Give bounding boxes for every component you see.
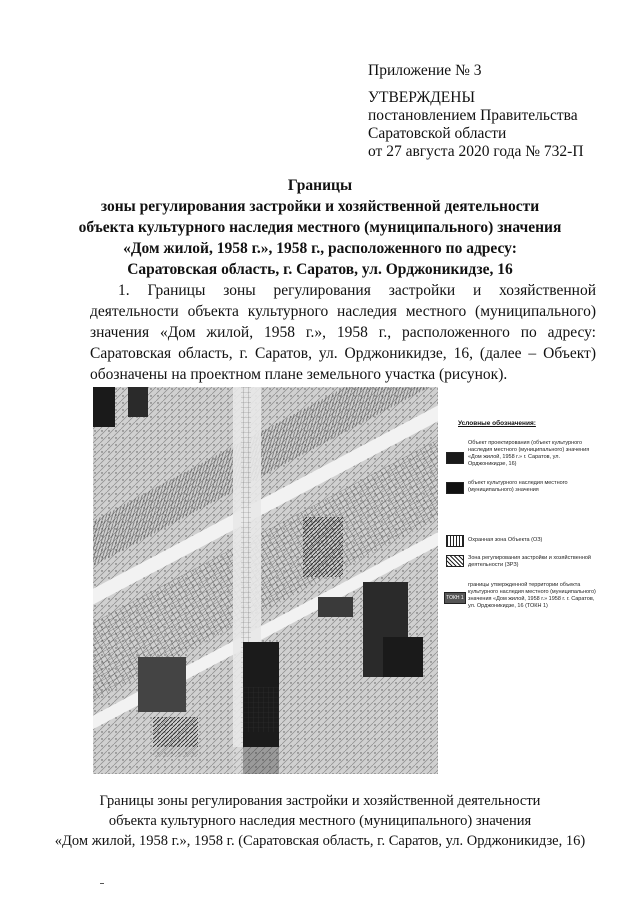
title-line-3: объекта культурного наследия местного (муниципального) значения (78, 219, 562, 236)
title-line-2: зоны регулирования застройки и хозяйственной деятельности (100, 198, 540, 215)
legend-text-regulation-zone: Зона регулирования застройки и хозяйственной деятельности (ЗРЗ) (468, 555, 591, 568)
legend-symbol-object (446, 452, 464, 464)
legend-text-heritage: объект культурного наследия местного (муниципального) значения (468, 480, 568, 493)
paragraph-line-4: Саратовская область, г. Саратов, ул. Орджоникидзе, 16, (далее – Объект) (90, 345, 596, 362)
legend-text-object: Объект проектирования (объект культурного наследия местного (муниципального) значения «Дом жилой, 1958 г.» г. Саратов, ул. Орджоникидзе, 16) (468, 440, 590, 467)
paragraph-line-5: обозначены на проектном плане земельного участка (рисунок). (90, 366, 508, 383)
title-line-5: Саратовская область, г. Саратов, ул. Орджоникидзе, 16 (127, 261, 513, 278)
decree-line-1: постановлением Правительства (368, 107, 578, 124)
legend-badge-tokn: ТОКН 1 (444, 592, 466, 604)
paragraph-line-3: значения «Дом жилой, 1958 г.», 1958 г., расположенного по адресу: (90, 324, 596, 341)
legend-title: Условные обозначения: (458, 420, 536, 427)
paragraph-line-1: 1. Границы зоны регулирования застройки и хозяйственной (118, 282, 596, 299)
title-line-4: «Дом жилой, 1958 г.», 1958 г., расположенного по адресу: (123, 240, 517, 257)
map-drawing (93, 387, 438, 774)
approved-label: УТВЕРЖДЕНЫ (368, 89, 475, 106)
decree-line-2: Саратовской области (368, 125, 507, 142)
legend-text-territory: границы утвержденной территории объекта культурного наследия местного (муниципального) значения «Дом жилой, 1958 г.» 1958 г. г. Саратов, ул. Орджоникидзе, 16 (ТОКН 1) (468, 582, 596, 609)
body-paragraph (90, 280, 596, 385)
legend-text-protection-zone: Охранная зона Объекта (ОЗ) (468, 537, 543, 543)
caption-line-2: объекта культурного наследия местного (муниципального) значения (108, 813, 532, 829)
page-mark (100, 883, 104, 884)
appendix-number: Приложение № 3 (368, 62, 482, 79)
caption-line-1: Границы зоны регулирования застройки и хозяйственной деятельности (99, 793, 541, 809)
legend-symbol-regulation-zone (446, 555, 464, 567)
caption-line-3: «Дом жилой, 1958 г.», 1958 г. (Саратовская область, г. Саратов, ул. Орджоникидзе, 16) (54, 833, 586, 849)
decree-line-3: от 27 августа 2020 года № 732-П (368, 143, 584, 160)
project-plan-map (93, 387, 438, 774)
paragraph-line-2: деятельности объекта культурного наследия местного (муниципального) (90, 303, 596, 320)
title-line-1: Границы (287, 177, 353, 194)
legend-symbol-protection-zone (446, 535, 464, 547)
legend-symbol-heritage (446, 482, 464, 494)
